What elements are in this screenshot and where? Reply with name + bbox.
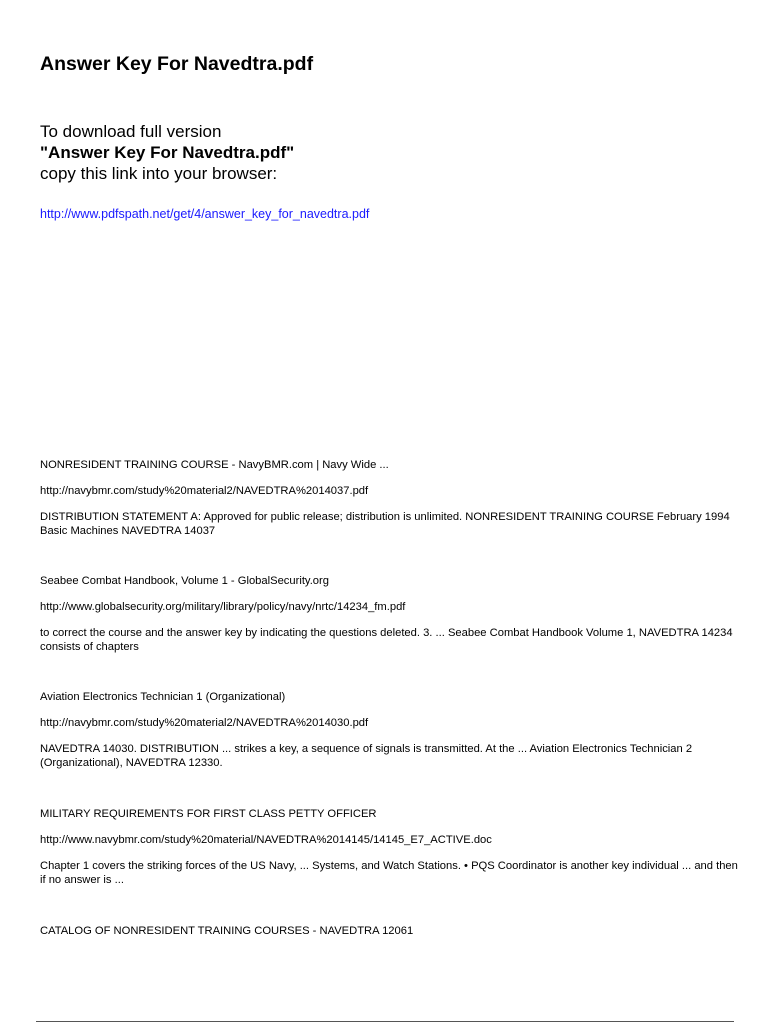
result-url[interactable]: http://navybmr.com/study%20material2/NAVEDTRA%2014037.pdf <box>40 485 369 497</box>
result-title: CATALOG OF NONRESIDENT TRAINING COURSES - NAVEDTRA 12061 <box>40 925 414 937</box>
download-instructions <box>40 121 740 184</box>
result-snippet: DISTRIBUTION STATEMENT A: Approved for public release; distribution is unlimited. NONRESIDENT TRAINING COURSE February 1994 Basic Machines NAVEDTRA 14037 <box>40 511 730 537</box>
result-title: NONRESIDENT TRAINING COURSE - NavyBMR.com | Navy Wide ... <box>40 459 389 471</box>
page-title: Answer Key For Navedtra.pdf <box>40 53 314 75</box>
result-item <box>40 458 745 538</box>
download-link[interactable]: http://www.pdfspath.net/get/4/answer_key_for_navedtra.pdf <box>40 207 370 221</box>
intro-line-1: To download full version <box>40 122 222 141</box>
result-title: Aviation Electronics Technician 1 (Organizational) <box>40 691 286 703</box>
result-snippet: Chapter 1 covers the striking forces of the US Navy, ... Systems, and Watch Stations. • PQS Coordinator is another key individual ... and then if no answer is ... <box>40 860 738 886</box>
intro-document-name: "Answer Key For Navedtra.pdf" <box>40 143 295 162</box>
result-title: MILITARY REQUIREMENTS FOR FIRST CLASS PETTY OFFICER <box>40 808 377 820</box>
footer-divider <box>36 1021 734 1022</box>
result-item <box>40 807 745 887</box>
result-title: Seabee Combat Handbook, Volume 1 - GlobalSecurity.org <box>40 575 329 587</box>
result-url[interactable]: http://navybmr.com/study%20material2/NAVEDTRA%2014030.pdf <box>40 717 369 729</box>
intro-line-3: copy this link into your browser: <box>40 164 278 183</box>
result-item <box>40 924 745 938</box>
result-url[interactable]: http://www.navybmr.com/study%20material/NAVEDTRA%2014145/14145_E7_ACTIVE.doc <box>40 834 492 846</box>
result-url[interactable]: http://www.globalsecurity.org/military/library/policy/navy/nrtc/14234_fm.pdf <box>40 601 406 613</box>
result-snippet: NAVEDTRA 14030. DISTRIBUTION ... strikes a key, a sequence of signals is transmitted. At the ... Aviation Electronics Technician 2 (Organizational), NAVEDTRA 12330. <box>40 743 693 769</box>
result-item <box>40 690 745 770</box>
result-snippet: to correct the course and the answer key by indicating the questions deleted. 3. ... Seabee Combat Handbook Volume 1, NAVEDTRA 14234 consists of chapters <box>40 627 733 653</box>
result-item <box>40 574 745 654</box>
